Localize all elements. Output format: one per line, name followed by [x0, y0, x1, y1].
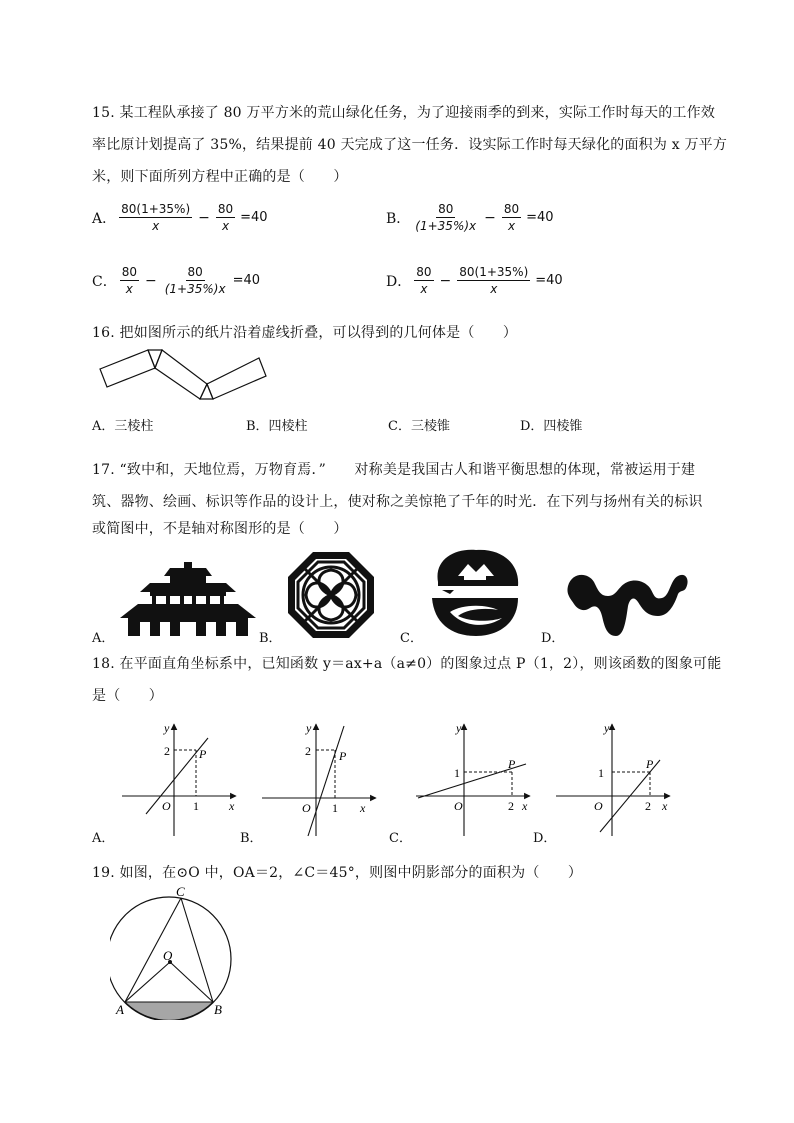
wavy-dragon-icon: [566, 570, 690, 638]
net-right-panel: [207, 358, 266, 399]
q15-option-d[interactable]: D． $\frac{80}{x}$ − $\frac{80(1+35\%)}{x}$ =40: [386, 265, 563, 296]
q18-line-2: 是（ ）: [92, 688, 163, 704]
point-p-label: P: [508, 757, 516, 771]
point-c-label: C: [176, 884, 185, 899]
point-o-label: O: [163, 948, 173, 963]
point-b-label: B: [214, 1002, 222, 1017]
q16-option-c[interactable]: C．三棱锥: [388, 419, 450, 434]
y-tick-label: 2: [164, 744, 170, 758]
q15-option-a[interactable]: A． $\frac{80(1+35\%)}{x}$ − $\frac{80}{x}$ =40: [92, 202, 268, 233]
q17-label-d[interactable]: D．: [541, 631, 565, 646]
origin-label: O: [454, 799, 463, 813]
fraction: $\frac{80}{x}$: [416, 265, 432, 296]
q15-line-3: 米，则下面所列方程中正确的是（ ）: [92, 169, 348, 185]
net-middle-panel: [155, 350, 207, 399]
q16-option-b[interactable]: B．四棱柱: [246, 419, 308, 434]
q15-option-b[interactable]: B． $\frac{80}{(1+35\%)x}$ − $\frac{80}{x}$ =40: [386, 202, 554, 233]
y-axis-label: y: [164, 721, 170, 735]
fraction: $\frac{80}{x}$: [217, 202, 234, 233]
q17-line-2: 筑、器物、绘画、标识等作品的设计上，使对称之美惊艳了千年的时光．在下列与扬州有关的标识: [92, 494, 703, 510]
radius-oa: [125, 962, 170, 1002]
fraction: $\frac{80}{(1+35\%)x}$: [415, 202, 477, 233]
net-triangle-1: [148, 350, 162, 368]
q17-line-1: 17. “致中和，天地位焉，万物育焉．” 对称美是我国古人和谐平衡思想的体现，常被运用于建: [92, 462, 696, 478]
segment-ac: [125, 898, 181, 1002]
window-lattice-icon: [286, 550, 376, 640]
origin-label: O: [302, 801, 311, 815]
point-a-label: A: [116, 1002, 124, 1017]
q17-label-b[interactable]: B．: [259, 631, 282, 646]
q18-label-d[interactable]: D．: [533, 831, 557, 846]
q16-option-d[interactable]: D．四棱锥: [520, 419, 583, 434]
graph-a: [118, 718, 242, 842]
point-p-label: P: [339, 749, 347, 763]
fraction: $\frac{80}{(1+35\%)x}$: [164, 265, 226, 296]
q18-label-b[interactable]: B．: [240, 831, 263, 846]
q15-line-1: 15. 某工程队承接了 80 万平方米的荒山绿化任务，为了迎接雨季的到来，实际工作时每天的工作效: [92, 105, 716, 121]
fraction: $\frac{80(1+35\%)}{x}$: [459, 265, 529, 296]
q17-line-3: 或简图中，不是轴对称图形的是（ ）: [92, 521, 348, 537]
point-p-label: P: [199, 747, 207, 761]
q15-option-c[interactable]: C． $\frac{80}{x}$ − $\frac{80}{(1+35\%)x}$ =40: [92, 265, 260, 296]
origin-label: O: [162, 799, 171, 813]
x-tick-label: 1: [332, 801, 338, 815]
graph-c: [410, 718, 534, 842]
y-tick-label: 2: [305, 744, 311, 758]
q18-label-a[interactable]: A．: [92, 831, 115, 846]
x-tick-label: 1: [193, 799, 199, 813]
x-axis-label: x: [229, 799, 235, 813]
q16-stem: 16. 把如图所示的纸片沿着虚线折叠，可以得到的几何体是（ ）: [92, 325, 518, 341]
q16-option-a[interactable]: A．三棱柱: [92, 419, 154, 434]
x-tick-label: 2: [645, 799, 651, 813]
q17-label-c[interactable]: C．: [400, 631, 423, 646]
emblem-logo-icon: [428, 546, 522, 638]
y-axis-label: y: [306, 721, 312, 735]
fraction: $\frac{80(1+35\%)}{x}$: [121, 202, 191, 233]
fraction: $\frac{80}{x}$: [121, 265, 137, 296]
q17-label-a[interactable]: A．: [92, 631, 115, 646]
net-left-panel: [100, 350, 155, 387]
x-axis-label: x: [662, 799, 668, 813]
graph-d: [552, 718, 676, 842]
shaded-segment: [125, 1002, 213, 1020]
circle-figure: [110, 884, 240, 1020]
origin-label: O: [594, 799, 603, 813]
function-line: [308, 726, 344, 836]
y-axis-label: y: [604, 721, 610, 735]
point-p-label: P: [646, 757, 654, 771]
y-tick-label: 1: [454, 766, 460, 780]
y-tick-label: 1: [598, 766, 604, 780]
q18-label-c[interactable]: C．: [389, 831, 412, 846]
q19-stem: 19. 如图，在⊙O 中，OA＝2，∠C＝45°，则图中阴影部分的面积为（ ）: [92, 865, 583, 881]
fraction: $\frac{80}{x}$: [503, 202, 520, 233]
q15-line-2: 率比原计划提高了 35%，结果提前 40 天完成了这一任务．设实际工作时每天绿化的面积为 x 万平方: [92, 137, 728, 153]
q18-line-1: 18. 在平面直角坐标系中，已知函数 y＝ax+a（a≠0）的图象过点 P（1，2），则该函数的图象可能: [92, 656, 722, 672]
x-axis-label: x: [360, 801, 366, 815]
folding-net-figure: [95, 346, 275, 404]
graph-b: [258, 718, 382, 842]
x-axis-label: x: [522, 799, 528, 813]
pavilion-icon: [120, 562, 256, 636]
y-axis-label: y: [456, 721, 462, 735]
x-tick-label: 2: [508, 799, 514, 813]
